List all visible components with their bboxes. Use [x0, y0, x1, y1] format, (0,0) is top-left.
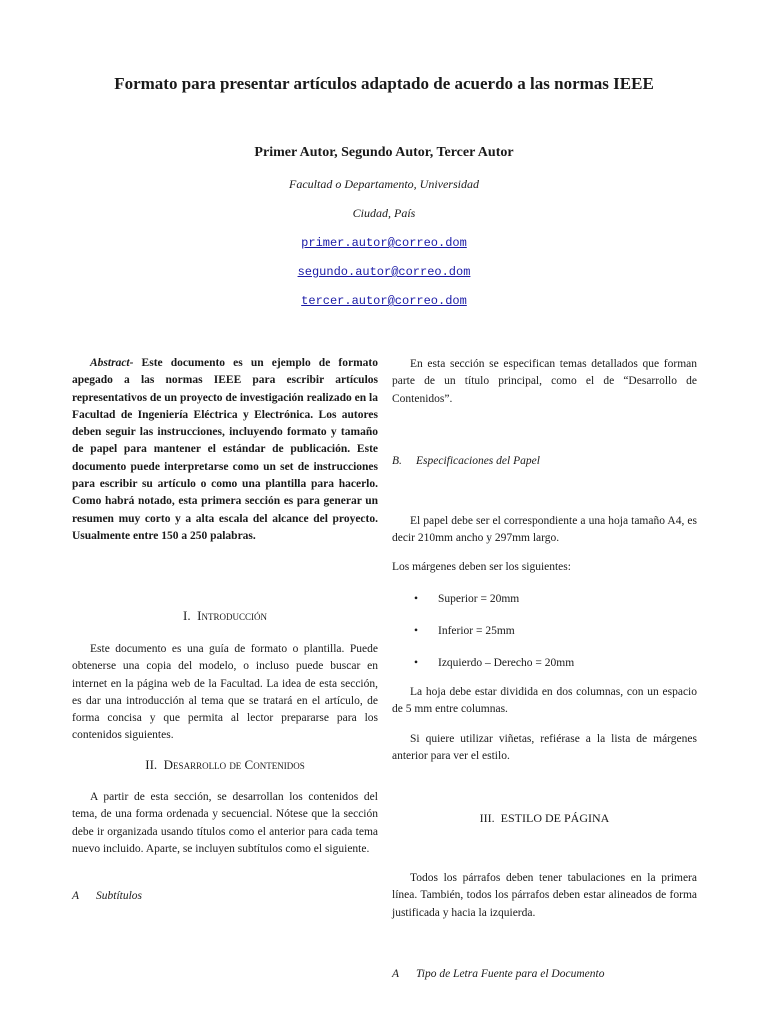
right-paragraph-2: El papel debe ser el correspondiente a una hoja tamaño A4, es decir 210mm ancho y 297mm largo.: [392, 515, 697, 545]
section-2-heading: [72, 756, 378, 773]
subsection-b-heading: [392, 453, 697, 470]
right-paragraph-5: Si quiere utilizar viñetas, refiérase a la lista de márgenes anterior para ver el estilo.: [392, 733, 697, 763]
right-paragraph-6: Todos los párrafos deben tener tabulaciones en la primera línea. También, todos los párrafos deben estar alineados de forma justificada y hacia la izquierda.: [392, 872, 697, 919]
location: Ciudad, País: [352, 206, 416, 220]
email-link-3[interactable]: tercer.autor@correo.dom: [301, 294, 467, 308]
right-paragraph-1: En esta sección se especifican temas detallados que forman parte de un título principal, como el de “Desarrollo de Contenidos”.: [392, 358, 697, 405]
email-link-2[interactable]: segundo.autor@correo.dom: [297, 265, 471, 279]
section-1-heading: [72, 607, 378, 624]
subsection-a-label: A: [72, 890, 80, 902]
section-2-paragraph: A partir de esta sección, se desarrollan los contenidos del tema, de una forma ordenada y secuencial. Nótese que la sección debe ir organizada usando títulos como el anterior para cada tema nuevo incluido. Aparte, se incluyen subtítulos como el siguiente.: [72, 791, 378, 855]
bullet-icon: •: [414, 625, 419, 637]
list-item-text: Superior = 20mm: [438, 593, 520, 605]
subsection-a2-label: A: [392, 968, 400, 980]
section-3-number: III.: [479, 811, 495, 825]
email-link-1[interactable]: primer.autor@correo.dom: [301, 236, 467, 250]
abstract: [72, 355, 378, 545]
left-column: [72, 0, 378, 1024]
subsection-b-title: Especificaciones del Papel: [416, 455, 540, 467]
section-1-title: Introducción: [197, 608, 267, 623]
right-paragraph-3: Los márgenes deben ser los siguientes:: [392, 561, 571, 573]
right-column: [392, 0, 697, 1024]
right-paragraph-4: La hoja debe estar dividida en dos columnas, con un espacio de 5 mm entre columnas.: [392, 686, 697, 716]
subsection-a-title: Subtítulos: [96, 890, 143, 902]
subsection-b-label: B.: [392, 455, 402, 467]
author-list: Primer Autor, Segundo Autor, Tercer Autor: [254, 145, 514, 160]
subsection-a2-heading: [392, 966, 697, 983]
section-1-number: I.: [183, 608, 191, 623]
subsection-a-heading: [72, 888, 378, 905]
section-2-number: II.: [145, 757, 158, 772]
abstract-text: Este documento es un ejemplo de formato apegado a las normas IEEE para escribir artículos representativos de un proyecto de investigación realizado en la Facultad de Ingeniería Eléctrica y Electrónica. Los autores deben seguir las instrucciones, incluyendo formato y tamaño de papel para mantener el estándar de publicación. Este documento puede interpretarse como un set de instrucciones para escribir su artículo o como una plantilla para hacerlo. Como habrá notado, esta primera sección es para generar un resumen muy corto y a alta escala del alcance del proyecto. Usualmente entre 150 a 250 palabras.: [72, 357, 378, 542]
affiliation: Facultad o Departamento, Universidad: [289, 177, 479, 191]
subsection-a2-title: Tipo de Letra Fuente para el Documento: [416, 968, 605, 980]
paper-title: Formato para presentar artículos adaptado de acuerdo a las normas IEEE: [114, 74, 654, 93]
section-2-title: Desarrollo de Contenidos: [163, 757, 305, 772]
section-3-title: ESTILO DE PÁGINA: [500, 811, 610, 825]
section-1-paragraph: Este documento es una guía de formato o plantilla. Puede obtenerse una copia del modelo, o incluso puede buscar en internet en la página web de la Facultad. La idea de esta sección, es dar una introducción al tema que se tratará en el artículo, de forma concisa y que permita al lector prepararse para los contenidos siguientes.: [72, 643, 378, 742]
list-item-text: Inferior = 25mm: [438, 625, 515, 637]
abstract-label: Abstract-: [90, 357, 134, 369]
section-3-heading: [392, 810, 697, 827]
bullet-icon: •: [414, 657, 419, 669]
list-item-text: Izquierdo – Derecho = 20mm: [438, 657, 575, 669]
bullet-icon: •: [414, 593, 419, 605]
